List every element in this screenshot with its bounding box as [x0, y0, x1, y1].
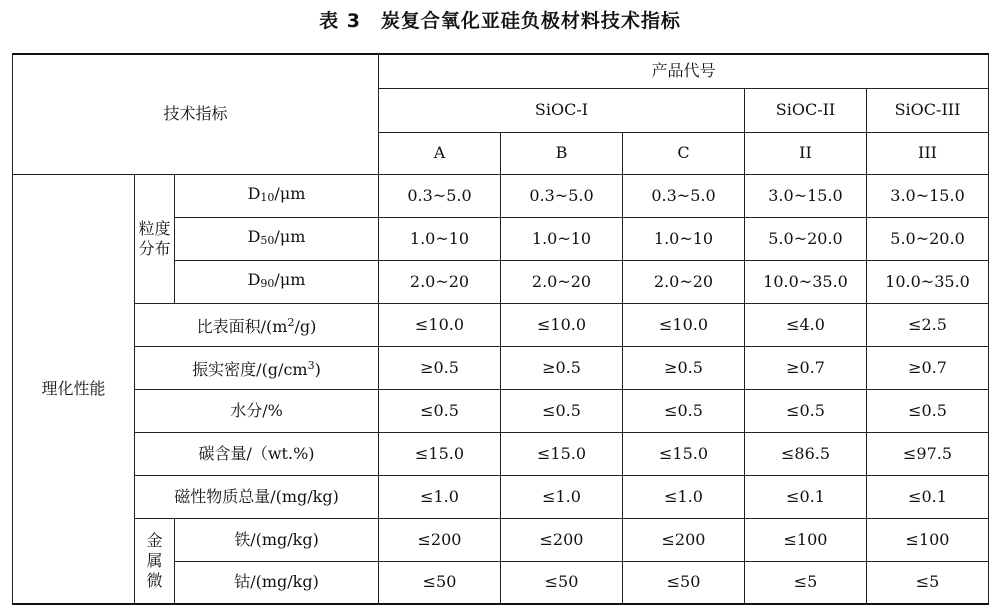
cell-value: ≤5: [745, 561, 867, 604]
cell-value: ≤1.0: [379, 475, 501, 518]
cell-value: ≤15.0: [379, 432, 501, 475]
table-row: [13, 303, 989, 346]
cell-value: ≤10.0: [501, 303, 623, 346]
label-part: ): [314, 359, 321, 379]
header-indicator: 技术指标: [13, 54, 379, 174]
cell-value: ≤200: [501, 518, 623, 561]
group-psd-text: 粒度分布: [138, 218, 171, 258]
table-caption: 表 3 炭复合氧化亚硅负极材料技术指标: [319, 10, 681, 32]
row-label-cobalt: 钴/(mg/kg): [175, 561, 379, 604]
cell-value: 2.0~20: [501, 260, 623, 303]
header-sub-a: A: [379, 132, 501, 174]
header-grade-sioc2: SiOC-II: [745, 88, 867, 132]
table-row: [13, 518, 989, 561]
cell-value: ≤15.0: [623, 432, 745, 475]
table-row: [13, 475, 989, 518]
label-part: D: [247, 226, 261, 246]
label-subscript: 90: [260, 276, 275, 290]
cell-value: ≤86.5: [745, 432, 867, 475]
cell-value: 3.0~15.0: [867, 174, 989, 217]
label-part: D: [247, 269, 261, 289]
cell-value: ≤1.0: [623, 475, 745, 518]
cell-value: ≤0.5: [867, 389, 989, 432]
cell-value: 3.0~15.0: [745, 174, 867, 217]
cell-value: ≥0.5: [623, 346, 745, 389]
cell-value: 5.0~20.0: [745, 217, 867, 260]
cell-value: ≤0.5: [501, 389, 623, 432]
header-grade-sioc3: SiOC-III: [867, 88, 989, 132]
table-row: [13, 174, 989, 217]
cell-value: 0.3~5.0: [501, 174, 623, 217]
cell-value: ≥0.7: [745, 346, 867, 389]
label-superscript: 2: [287, 315, 295, 329]
row-label-moisture: 水分/%: [135, 389, 379, 432]
row-label-iron: 铁/(mg/kg): [175, 518, 379, 561]
cell-value: ≤97.5: [867, 432, 989, 475]
cell-value: ≤10.0: [379, 303, 501, 346]
cell-value: ≤0.5: [379, 389, 501, 432]
cell-value: ≥0.7: [867, 346, 989, 389]
label-superscript: 3: [307, 358, 315, 372]
label-part: 振实密度/(g/cm: [192, 359, 308, 379]
label-part: /μm: [274, 226, 306, 246]
table-row: [13, 432, 989, 475]
row-label-d10: [175, 174, 379, 217]
row-label-surface-area: [135, 303, 379, 346]
cell-value: 0.3~5.0: [623, 174, 745, 217]
spec-table: [12, 53, 989, 605]
cell-value: 10.0~35.0: [745, 260, 867, 303]
label-part: D: [247, 183, 261, 203]
row-label-d50: [175, 217, 379, 260]
header-sub-iii: III: [867, 132, 989, 174]
label-part: /μm: [274, 269, 306, 289]
label-part: /μm: [274, 183, 306, 203]
cell-value: ≥0.5: [501, 346, 623, 389]
header-row-1: [13, 54, 989, 88]
header-sub-ii: II: [745, 132, 867, 174]
label-part: 比表面积/(m: [196, 316, 288, 336]
cell-value: 5.0~20.0: [867, 217, 989, 260]
header-product-code: 产品代号: [379, 54, 989, 88]
cell-value: ≤50: [501, 561, 623, 604]
cell-value: ≤15.0: [501, 432, 623, 475]
cell-value: ≤200: [623, 518, 745, 561]
cell-value: 2.0~20: [379, 260, 501, 303]
group-psd: [135, 174, 175, 303]
label-subscript: 50: [260, 233, 275, 247]
cell-value: ≤4.0: [745, 303, 867, 346]
group-metal: [135, 518, 175, 604]
cell-value: ≤50: [623, 561, 745, 604]
cell-value: 2.0~20: [623, 260, 745, 303]
cell-value: 1.0~10: [623, 217, 745, 260]
table-row: [13, 346, 989, 389]
table-row: [13, 389, 989, 432]
cell-value: ≤1.0: [501, 475, 623, 518]
cell-value: ≤2.5: [867, 303, 989, 346]
cell-value: 0.3~5.0: [379, 174, 501, 217]
label-part: /g): [294, 316, 317, 336]
cell-value: ≤100: [867, 518, 989, 561]
cell-value: ≤100: [745, 518, 867, 561]
cell-value: ≤0.1: [867, 475, 989, 518]
row-label-magnetic: 磁性物质总量/(mg/kg): [135, 475, 379, 518]
cell-value: 10.0~35.0: [867, 260, 989, 303]
cell-value: 1.0~10: [501, 217, 623, 260]
header-sub-b: B: [501, 132, 623, 174]
label-subscript: 10: [260, 190, 275, 204]
cell-value: ≤0.5: [623, 389, 745, 432]
group-metal-text: 金属微: [146, 530, 163, 590]
header-sub-c: C: [623, 132, 745, 174]
cell-value: ≤0.5: [745, 389, 867, 432]
cell-value: ≤50: [379, 561, 501, 604]
group-physchem: 理化性能: [13, 174, 135, 604]
cell-value: ≤200: [379, 518, 501, 561]
cell-value: 1.0~10: [379, 217, 501, 260]
row-label-tap-density: [135, 346, 379, 389]
row-label-carbon: 碳含量/（wt.%): [135, 432, 379, 475]
cell-value: ≥0.5: [379, 346, 501, 389]
cell-value: ≤5: [867, 561, 989, 604]
cell-value: ≤0.1: [745, 475, 867, 518]
header-grade-sioc1: SiOC-I: [379, 88, 745, 132]
cell-value: ≤10.0: [623, 303, 745, 346]
row-label-d90: [175, 260, 379, 303]
